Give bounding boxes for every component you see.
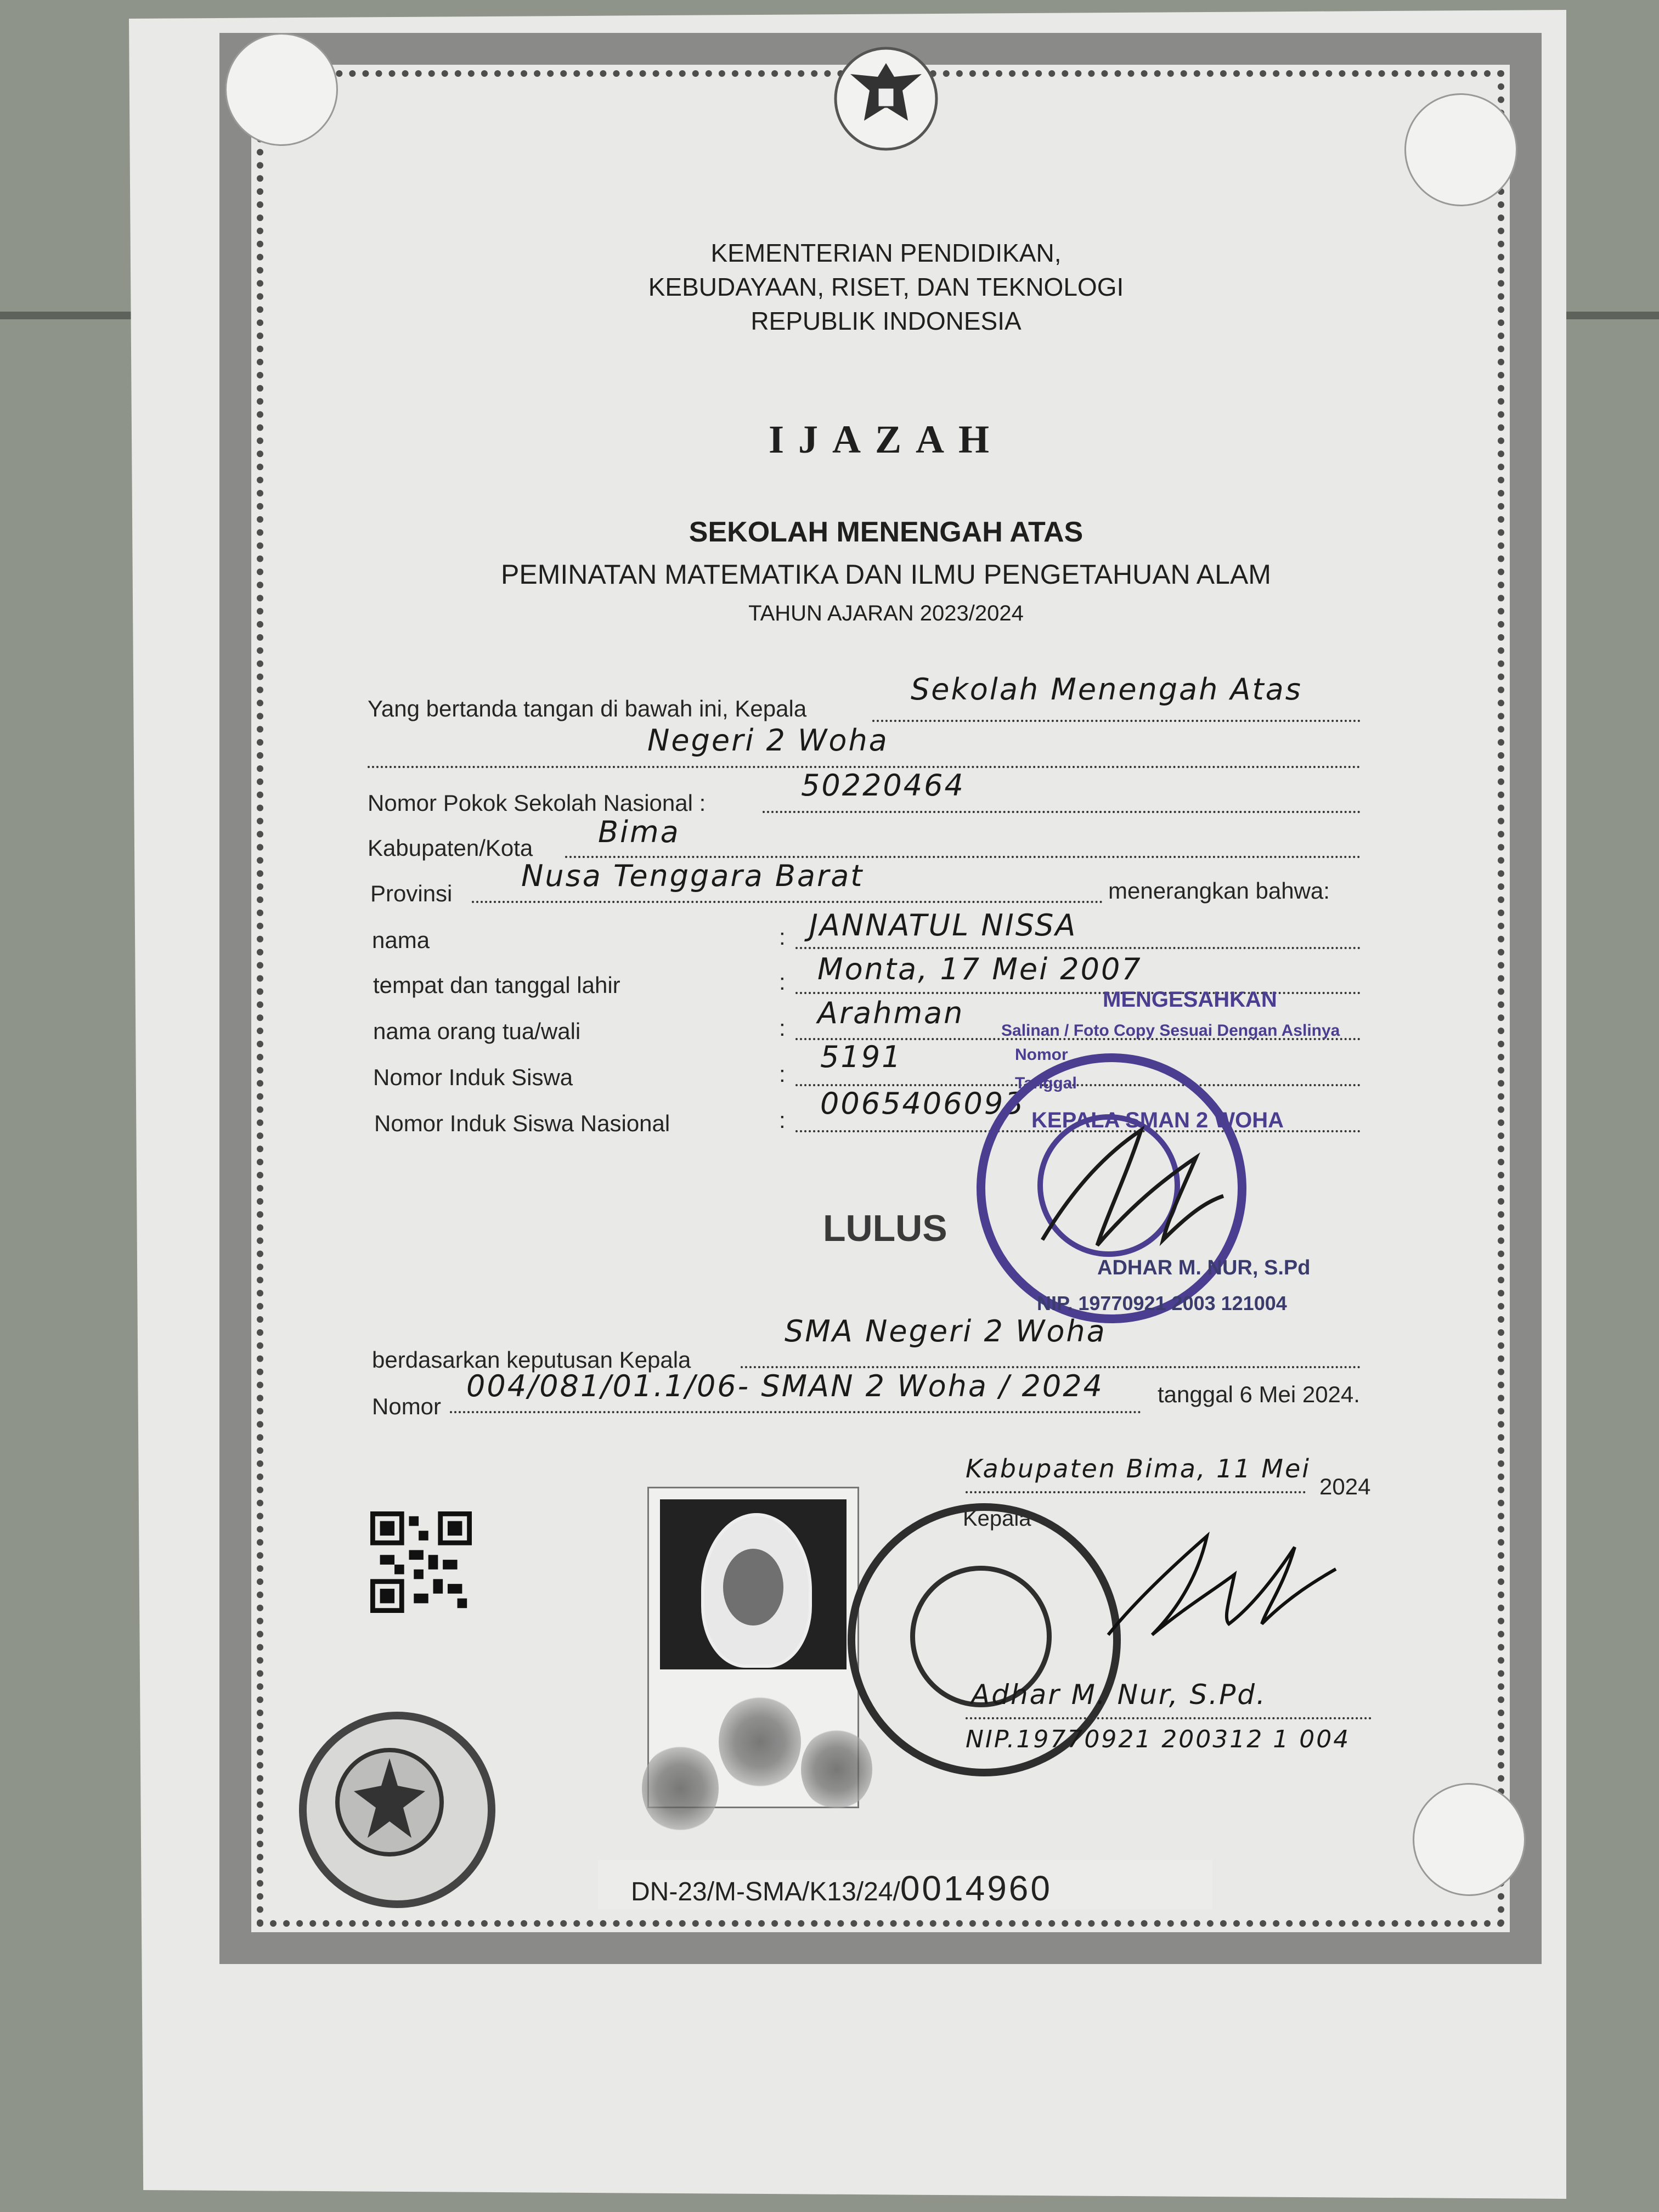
corner-ornament-top-left (225, 33, 338, 146)
dotline-npsn (763, 811, 1361, 813)
serial-digits: 0014960 (900, 1869, 1052, 1908)
fingerprint-3 (801, 1728, 872, 1810)
nisn-colon: : (779, 1107, 786, 1133)
legalization-name: ADHAR M. NUR, S.Pd (1097, 1256, 1311, 1279)
ministry-header (384, 236, 1388, 338)
headmaster-signature (1086, 1498, 1339, 1657)
qr-code-icon (370, 1511, 472, 1613)
dotline-keputusan (741, 1366, 1361, 1368)
fingerprint-1 (642, 1745, 719, 1832)
school-name-line-1: Sekolah Menengah Atas (911, 672, 1302, 707)
place-date-value: Kabupaten Bima, 11 Mei (966, 1454, 1311, 1483)
nomor-label: Nomor (372, 1393, 442, 1419)
legalization-line-3: Tanggal (1015, 1074, 1077, 1092)
year-suffix: 2024 (1319, 1474, 1371, 1499)
logo-emblem-icon (329, 1742, 450, 1863)
fingerprint-2 (719, 1695, 801, 1788)
dotline-provinsi (472, 901, 1103, 903)
legalization-signature (1031, 1119, 1229, 1262)
orang-tua-colon: : (779, 1015, 786, 1041)
floor-line-right (1558, 312, 1659, 319)
nama-colon: : (779, 924, 786, 950)
menerangkan-label: menerangkan bahwa: (1108, 878, 1330, 904)
ttl-value: Monta, 17 Mei 2007 (817, 952, 1142, 986)
garuda-emblem-icon (826, 44, 946, 154)
ministry-line-1: KEMENTERIAN PENDIDIKAN, (710, 239, 1062, 267)
intro-label: Yang bertanda tangan di bawah ini, Kepala (368, 696, 807, 721)
corner-ornament-bottom-right (1413, 1783, 1526, 1896)
serial-number (631, 1868, 1052, 1909)
nomor-value: 004/081/01.1/06- SMAN 2 Woha / 2024 (466, 1369, 1104, 1403)
nama-value: JANNATUL NISSA (809, 908, 1077, 943)
kabupaten-label: Kabupaten/Kota (368, 835, 533, 861)
dotline-kabupaten (565, 856, 1361, 858)
keputusan-value: SMA Negeri 2 Woha (785, 1314, 1107, 1348)
legalization-line-4: KEPALA SMAN 2 WOHA (1031, 1108, 1284, 1132)
school-type: SEKOLAH MENENGAH ATAS (689, 516, 1084, 548)
dotline-intro (872, 720, 1361, 722)
npsn-value: 50220464 (801, 768, 965, 803)
ministry-line-2: KEBUDAYAAN, RISET, DAN TEKNOLOGI (648, 273, 1124, 301)
ttl-label: tempat dan tanggal lahir (373, 972, 620, 998)
tanggal-label: tanggal 6 Mei 2024. (1158, 1381, 1360, 1407)
school-name-line-2: Negeri 2 Woha (647, 723, 889, 758)
nisn-label: Nomor Induk Siswa Nasional (374, 1110, 670, 1136)
nis-colon: : (779, 1061, 786, 1087)
kabupaten-value: Bima (598, 815, 680, 849)
provinsi-label: Provinsi (370, 881, 453, 906)
orang-tua-label: nama orang tua/wali (373, 1018, 581, 1044)
document-title: IJAZAH (768, 417, 1004, 461)
program-title: PEMINATAN MATEMATIKA DAN ILMU PENGETAHUAN ALAM (501, 559, 1271, 590)
ministry-line-3: REPUBLIK INDONESIA (751, 307, 1022, 335)
dotline-signatory (966, 1717, 1372, 1719)
serial-prefix: DN-23/M-SMA/K13/24/ (631, 1877, 900, 1906)
dotline-nama (795, 947, 1361, 949)
legalization-heading: MENGESAHKAN (1103, 988, 1277, 1012)
signatory-nip: NIP.19770921 200312 1 004 (966, 1725, 1351, 1753)
dotline-nomor (450, 1411, 1141, 1413)
signatory-title: Kepala (963, 1506, 1031, 1531)
academic-year: TAHUN AJARAN 2023/2024 (748, 601, 1024, 625)
provinsi-value: Nusa Tenggara Barat (521, 859, 864, 893)
npsn-label: Nomor Pokok Sekolah Nasional : (368, 790, 706, 816)
nisn-value: 0065406093 (820, 1086, 1025, 1121)
corner-ornament-top-right (1404, 93, 1517, 206)
legalization-nip: NIP. 19770921 2003 121004 (1037, 1292, 1287, 1314)
result-lulus: LULUS (823, 1207, 947, 1249)
orang-tua-value: Arahman (817, 996, 964, 1030)
dotline-place-date (966, 1491, 1306, 1493)
nama-label: nama (372, 927, 430, 953)
nis-label: Nomor Induk Siswa (373, 1064, 573, 1090)
legalization-line-2: Nomor (1015, 1046, 1068, 1064)
legalization-line-1: Salinan / Foto Copy Sesuai Dengan Aslinya (1001, 1022, 1340, 1040)
signatory-name: Adhar M. Nur, S.Pd. (971, 1679, 1267, 1711)
nis-value: 5191 (820, 1040, 902, 1074)
berdasarkan-label: berdasarkan keputusan Kepala (372, 1347, 691, 1373)
ttl-colon: : (779, 969, 786, 995)
